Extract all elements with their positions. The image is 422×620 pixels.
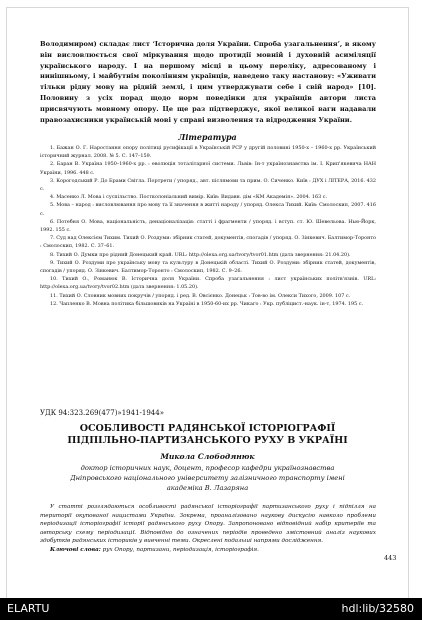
reference-item: 8. Тихий О. Думки про рідний Донецький край. URL: http://olexa.org.ua/tvory/tvor01.htm (дата звернення: 21.04.20). bbox=[50, 251, 351, 258]
reference-item: 2. Баран В. Україна 1950–1960-х рр. : еволюція тоталітарної системи. Львів: Ін-т українознавства ім. І. Крип'якевича НАН України, 1996. 448 с. bbox=[40, 161, 376, 176]
keywords-line bbox=[40, 546, 376, 555]
reference-item: 1. Бажан О. Г. Наростання опору політиці русифікації в Українській РСР у другій половині 1950-х – 1960-х рр. Український історичний журнал. 2008. № 5. С. 147–159. bbox=[40, 145, 376, 160]
reference-item: 3. Корогодський Р. До Брами Світла. Портрети / упоряд., авт. післямови та прим. О. Сиченко. Київ : ДУХ і ЛІТЕРА, 2016. 432 с. bbox=[40, 177, 376, 193]
author-affiliation: доктор історичних наук, доцент, професор кафедри українознавства Дніпровського національного університету залізничного транспорту імені академіка В. Лазаряна bbox=[70, 464, 345, 492]
reference-item: 5. Мова – народ : висловлювання про мову та її значення в житті народу / упоряд. Олекса Тихий. Київ: Смолоскип, 2007. 416 с. bbox=[40, 202, 376, 217]
reference-item: 9. Тихий О. Роздуми про українську мову та культуру в Донецькій області. Тихий О. Роздуми: збірник статей, документів, спогадів / упоряд. О. Зінкевич. Балтимор-Торонто : Смолоскип, 1982. С. 9–26. bbox=[40, 259, 376, 275]
udc-code: УДК 94:323.269(477)»1941-1944» bbox=[40, 409, 164, 417]
reference-item: 6. Потебня О. Мова, національність, денаціоналізація: статті і фрагменти / упоряд. і вступ. ст. Ю. Шевельова. Нью-Йорк, 1992. 155 с. bbox=[40, 218, 376, 234]
document-page bbox=[7, 8, 408, 599]
intro-paragraph bbox=[40, 39, 376, 125]
abstract bbox=[40, 503, 376, 555]
repository-footer-bar bbox=[0, 598, 422, 620]
intro-text: Володимиром) складає лист ‘Історична доля України. Спроба узагальнення’, в якому він висловлюється свої міркування щодо протидії мовній і духовній асиміляції українського народу. І на першому місці в цьому переліку, адресованому і нинішньому, і майбутнім поколінням українців, наведено таку настанову: «Уживати тільки рідну мову на рідній землі, і цим утверджувати себе і свій народ» [10]. Половину з усіх порад щодо норм поведінки для українців автори листа присвячують мовному опору. Це ще раз підтверджує, якої великої ваги надавали правозахисники українській мові у справі визволення та відродження України. bbox=[40, 40, 376, 124]
reference-item: 12. Чапленко В. Мовна політика більшовиків на Україні в 1950-60-их рр. Чикаґо : Укр. публіцист.-наук. ін-т, 1974. 195 с. bbox=[50, 300, 364, 307]
reference-item: 7. Суд над Олексієм Тихим. Тихий О. Роздуми: збірник статей, документів, спогадів / упоряд. О. Зінкевич. Балтимор-Торонто : Смолоскип, 1982. С. 37–61. bbox=[40, 235, 376, 250]
keywords-label: Ключові слова: bbox=[50, 546, 101, 553]
article-title bbox=[7, 423, 408, 447]
handle-identifier: hdl:lib/32580 bbox=[341, 602, 414, 615]
keywords-text: рух Опору, партизани, періодизація, історіографія. bbox=[100, 546, 259, 553]
reference-item: 10. Тихий О., Романюк В. Історична доля України. Спроба узагальнення : лист українських політв'язнів. URL: http://olexa.org.ua/tvory/tvor02.htm (дата звернення: 1.05.20). bbox=[40, 276, 376, 291]
article-title-line-2: ПІДПІЛЬНО-ПАРТИЗАНСЬКОГО РУХУ В УКРАЇНІ bbox=[67, 435, 348, 446]
page-number: 443 bbox=[384, 554, 397, 562]
literature-heading: Література bbox=[178, 132, 237, 142]
abstract-text: У статті розглядаються особливості радянської історіографії партизанського руху і підпілля на території окупованої нацистами України. Зокрема, проаналізовано наукову дискусію навколо проблеми періодизації історіографії історії радянського руху Опору. Запропоновано відповідний набір критеріїв та авторську схему періодизації. Відповідно до означених періодів проведено змістовний аналіз наукових здобутків радянських істориків у вивченні теми. Окреслені подальші напрями дослідження. bbox=[40, 504, 376, 545]
author-name: Микола Слободянюк bbox=[160, 452, 255, 461]
reference-list bbox=[40, 144, 376, 308]
reference-item: 4. Масенко Л. Мова і суспільство. Постколоніальний вимір. Київ: Видавн. дім «КМ Академія». 2004. 163 с. bbox=[50, 194, 328, 201]
repository-name: ELARTU bbox=[7, 602, 50, 615]
article-title-line-1: ОСОБЛИВОСТІ РАДЯНСЬКОЇ ІСТОРІОГРАФІЇ bbox=[79, 423, 336, 434]
reference-item: 11. Тихий О. Словник мовних покручів / упоряд. і ред. В. Овсієнко. Донецьк : Тов-во ім. Олекси Тихого, 2009. 107 с. bbox=[50, 292, 351, 299]
